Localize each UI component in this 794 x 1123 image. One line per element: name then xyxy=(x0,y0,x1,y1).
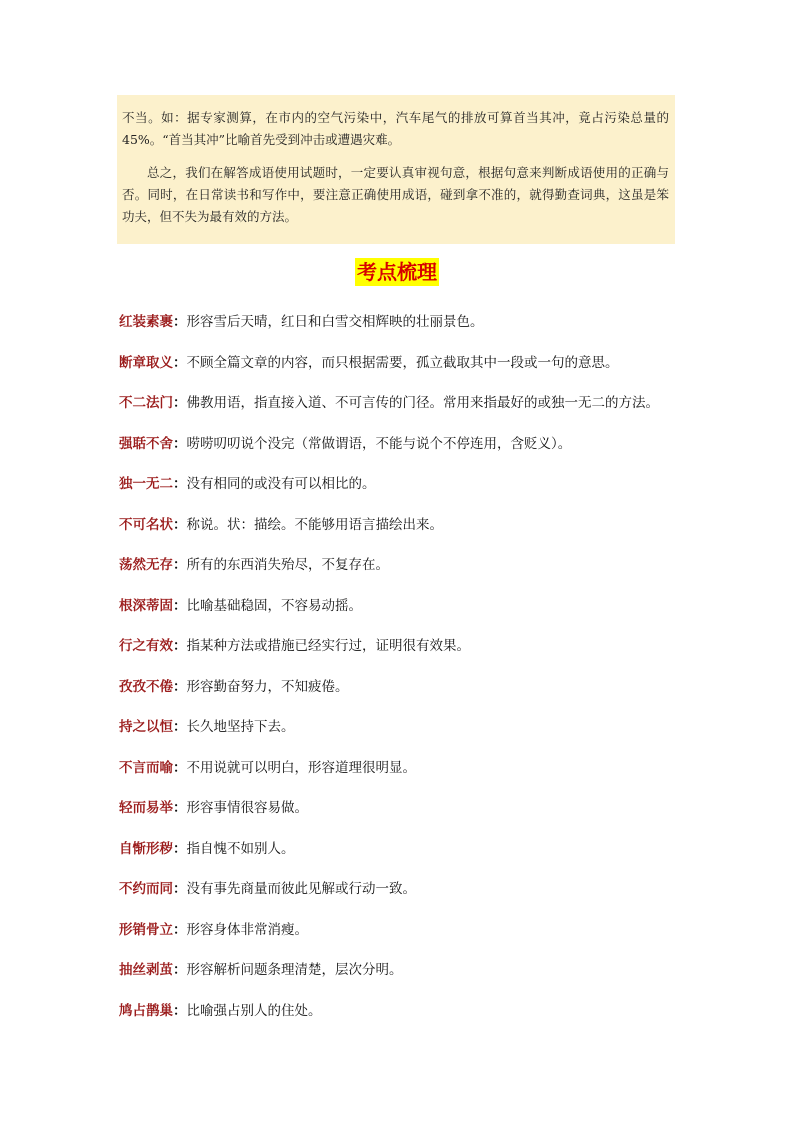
term-name: 不二法门 xyxy=(119,395,173,411)
term-item xyxy=(119,474,689,515)
term-separator: ： xyxy=(173,759,187,776)
note-paragraph-2: 总之，我们在解答成语使用试题时，一定要认真审视句意，根据句意来判断成语使用的正确与否。同时，在日常读书和写作中，要注意正确使用成语，碰到拿不准的，就得勤查词典，这虽是笨功夫，但不失为最有效的方法。 xyxy=(122,165,669,224)
term-item xyxy=(119,677,689,718)
term-name: 断章取义 xyxy=(119,354,173,371)
term-item xyxy=(119,353,689,394)
term-item xyxy=(119,839,689,880)
term-name: 不约而同 xyxy=(119,881,173,897)
term-separator: ： xyxy=(173,516,187,533)
term-item xyxy=(119,555,689,596)
term-separator: ： xyxy=(173,638,187,654)
term-definition: 不用说就可以明白，形容道理很明显。 xyxy=(186,759,416,776)
term-item xyxy=(119,920,689,961)
term-name: 持之以恒 xyxy=(119,719,173,735)
term-item xyxy=(119,312,689,353)
term-item xyxy=(119,717,689,758)
term-item xyxy=(119,798,689,839)
term-separator: ： xyxy=(173,921,187,938)
term-separator: ： xyxy=(173,314,187,330)
term-separator: ： xyxy=(173,395,187,411)
term-definition: 形容雪后天晴，红日和白雪交相辉映的壮丽景色。 xyxy=(186,314,484,330)
term-item xyxy=(119,1001,689,1042)
term-separator: ： xyxy=(173,1002,187,1019)
term-name: 鸠占鹊巢 xyxy=(119,1002,173,1019)
term-item xyxy=(119,596,689,637)
term-separator: ： xyxy=(173,678,187,695)
note-box xyxy=(117,95,675,244)
note-paragraph-1-text: 不当。如：据专家测算，在市内的空气污染中，汽车尾气的排放可算首当其冲，竟占污染总量的45%。 xyxy=(122,110,669,147)
term-definition: 没有相同的或没有可以相比的。 xyxy=(186,476,376,492)
term-separator: ： xyxy=(173,435,187,452)
term-item xyxy=(119,960,689,1001)
term-name: 不可名状 xyxy=(119,516,173,533)
term-definition: 比喻基础稳固，不容易动摇。 xyxy=(186,597,362,614)
term-name: 抽丝剥茧 xyxy=(119,962,173,978)
term-name: 自惭形秽 xyxy=(119,840,173,857)
term-definition: 称说。状：描绘。不能够用语言描绘出来。 xyxy=(186,516,443,533)
term-separator: ： xyxy=(173,800,187,816)
term-item xyxy=(119,515,689,556)
term-item xyxy=(119,434,689,475)
term-definition: 形容勤奋努力，不知疲倦。 xyxy=(186,678,349,695)
term-item xyxy=(119,879,689,920)
term-item xyxy=(119,758,689,799)
term-definition: 佛教用语，指直接入道、不可言传的门径。常用来指最好的或独一无二的方法。 xyxy=(186,395,659,411)
term-name: 根深蒂固 xyxy=(119,597,173,614)
term-separator: ： xyxy=(173,840,187,857)
term-definition: 没有事先商量而彼此见解或行动一致。 xyxy=(186,881,416,897)
term-definition: 所有的东西消失殆尽，不复存在。 xyxy=(186,557,389,573)
term-name: 行之有效 xyxy=(119,638,173,654)
term-separator: ： xyxy=(173,476,187,492)
term-separator: ： xyxy=(173,962,187,978)
term-definition: 指自愧不如别人。 xyxy=(186,840,295,857)
term-definition: 比喻强占别人的住处。 xyxy=(186,1002,322,1019)
term-separator: ： xyxy=(173,719,187,735)
note-paragraph-1-quote: “首当其冲”比喻首先受到冲击或遭遇灾难。 xyxy=(162,132,401,147)
term-definition: 指某种方法或措施已经实行过，证明很有效果。 xyxy=(186,638,470,654)
term-definition: 长久地坚持下去。 xyxy=(186,719,295,735)
section-title-wrap xyxy=(0,258,794,286)
term-definition: 形容事情很容易做。 xyxy=(186,800,308,816)
term-separator: ： xyxy=(173,597,187,614)
term-definition: 唠唠叨叨说个没完（常做谓语，不能与说个不停连用，含贬义）。 xyxy=(186,435,572,452)
term-name: 强聒不舍 xyxy=(119,435,173,452)
term-definition: 形容解析问题条理清楚，层次分明。 xyxy=(186,962,403,978)
term-separator: ： xyxy=(173,557,187,573)
term-separator: ： xyxy=(173,354,187,371)
term-item xyxy=(119,636,689,677)
term-name: 独一无二 xyxy=(119,476,173,492)
section-title: 考点梳理 xyxy=(357,260,437,284)
term-name: 孜孜不倦 xyxy=(119,678,173,695)
note-paragraph-1 xyxy=(122,107,669,151)
term-name: 不言而喻 xyxy=(119,759,173,776)
term-name: 红装素裹 xyxy=(119,314,173,330)
term-definition: 不顾全篇文章的内容，而只根据需要，孤立截取其中一段或一句的意思。 xyxy=(186,354,619,371)
term-item xyxy=(119,393,689,434)
term-definition: 形容身体非常消瘦。 xyxy=(186,921,308,938)
term-list xyxy=(119,312,689,1041)
term-name: 荡然无存 xyxy=(119,557,173,573)
term-separator: ： xyxy=(173,881,187,897)
term-name: 形销骨立 xyxy=(119,921,173,938)
term-name: 轻而易举 xyxy=(119,800,173,816)
